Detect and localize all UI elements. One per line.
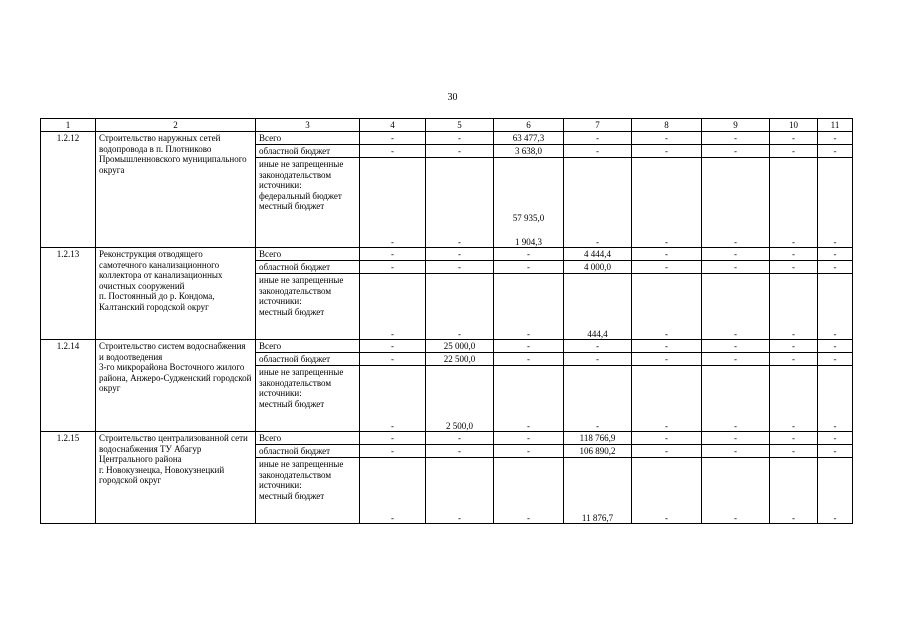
value-cell: - (426, 158, 494, 248)
table-row (41, 432, 853, 445)
table-row (41, 340, 853, 353)
value-cell: - (632, 132, 702, 145)
header-cell: 6 (494, 119, 564, 132)
value-cell: - (702, 445, 770, 458)
value-cell: - (426, 261, 494, 274)
value-cell: 444,4 (564, 274, 632, 340)
header-cell: 11 (818, 119, 853, 132)
source-label: иные не запрещенные законодательством источники: местный бюджет (256, 274, 360, 340)
value-cell: - (770, 353, 818, 366)
value-cell: 22 500,0 (426, 353, 494, 366)
value-cell: - (702, 261, 770, 274)
item-name: Строительство централизованной сети водоснабжения ТУ Абагур Центрального района г. Новокузнецка, Новокузнецкий городской округ (96, 432, 256, 524)
value-cell: - (818, 158, 853, 248)
value-cell: - (702, 145, 770, 158)
value-cell: - (632, 458, 702, 524)
value-cell: - (360, 158, 426, 248)
value-cell: - (494, 458, 564, 524)
value-cell: - (564, 145, 632, 158)
source-label: областной бюджет (256, 261, 360, 274)
value-cell: - (360, 340, 426, 353)
value-cell: - (494, 353, 564, 366)
federal-budget-value: 57 935,0 (512, 213, 545, 223)
item-name: Реконструкция отводящего самотечного канализационного коллектора от канализационных очистных сооружений п. Постоянный до р. Кондома, Калтанский городской округ (96, 248, 256, 340)
value-cell: - (632, 274, 702, 340)
source-label: Всего (256, 340, 360, 353)
value-cell: - (632, 353, 702, 366)
value-cell: - (632, 145, 702, 158)
source-label: иные не запрещенные законодательством источники: федеральный бюджет местный бюджет (256, 158, 360, 248)
value-cell: - (564, 158, 632, 248)
header-cell: 1 (41, 119, 96, 132)
value-cell: - (632, 340, 702, 353)
value-cell: - (770, 132, 818, 145)
value-cell: - (770, 158, 818, 248)
value-cell: - (632, 445, 702, 458)
value-cell: - (494, 261, 564, 274)
value-cell: 118 766,9 (564, 432, 632, 445)
value-cell: - (770, 274, 818, 340)
item-number: 1.2.13 (41, 248, 96, 340)
value-cell: - (702, 353, 770, 366)
value-cell: - (702, 132, 770, 145)
header-cell: 8 (632, 119, 702, 132)
value-cell: 4 444,4 (564, 248, 632, 261)
table-row (41, 248, 853, 261)
item-name: Строительство систем водоснабжения и водоотведения 3-го микрорайона Восточного жилого района, Анжеро-Судженский городской округ (96, 340, 256, 432)
source-label: Всего (256, 132, 360, 145)
value-cell: - (426, 445, 494, 458)
value-cell: - (564, 353, 632, 366)
item-number: 1.2.12 (41, 132, 96, 248)
value-cell: - (702, 432, 770, 445)
value-cell: - (770, 458, 818, 524)
value-cell (494, 158, 564, 248)
value-cell: 63 477,3 (494, 132, 564, 145)
source-label: областной бюджет (256, 445, 360, 458)
value-cell: - (426, 274, 494, 340)
value-cell: - (818, 445, 853, 458)
value-cell: - (360, 445, 426, 458)
value-cell: - (818, 261, 853, 274)
source-label: Всего (256, 432, 360, 445)
value-cell: 3 638,0 (494, 145, 564, 158)
value-cell: - (770, 261, 818, 274)
source-label: областной бюджет (256, 353, 360, 366)
source-label: иные не запрещенные законодательством источники: местный бюджет (256, 458, 360, 524)
value-cell: - (702, 158, 770, 248)
value-cell: - (564, 340, 632, 353)
item-number: 1.2.14 (41, 340, 96, 432)
value-cell: - (770, 445, 818, 458)
value-cell: - (426, 248, 494, 261)
value-cell: - (632, 158, 702, 248)
value-cell: - (770, 248, 818, 261)
item-name: Строительство наружных сетей водопровода в п. Плотниково Промышленновского муниципального округа (96, 132, 256, 248)
value-cell: 11 876,7 (564, 458, 632, 524)
value-cell: - (360, 366, 426, 432)
value-cell: - (564, 132, 632, 145)
value-cell: - (770, 432, 818, 445)
value-cell: - (360, 432, 426, 445)
value-cell: - (426, 132, 494, 145)
value-cell: - (702, 366, 770, 432)
header-cell: 2 (96, 119, 256, 132)
item-number: 1.2.15 (41, 432, 96, 524)
header-row (41, 119, 853, 132)
value-cell: - (494, 445, 564, 458)
value-cell: - (818, 458, 853, 524)
page-number: 30 (447, 92, 458, 103)
value-cell: - (360, 353, 426, 366)
value-cell: - (632, 366, 702, 432)
value-cell: - (360, 248, 426, 261)
header-cell: 3 (256, 119, 360, 132)
value-cell: - (818, 274, 853, 340)
value-cell: - (632, 248, 702, 261)
value-cell: - (494, 432, 564, 445)
value-cell: - (702, 458, 770, 524)
source-label: иные не запрещенные законодательством источники: местный бюджет (256, 366, 360, 432)
value-cell: - (702, 274, 770, 340)
value-cell: - (702, 340, 770, 353)
value-cell: - (360, 458, 426, 524)
value-cell: - (426, 458, 494, 524)
budget-table (40, 118, 853, 524)
value-cell: - (818, 432, 853, 445)
value-cell: - (702, 248, 770, 261)
value-cell: - (818, 340, 853, 353)
value-cell: - (818, 353, 853, 366)
value-cell: - (360, 145, 426, 158)
value-cell: - (770, 145, 818, 158)
value-cell: - (360, 261, 426, 274)
value-cell: 2 500,0 (426, 366, 494, 432)
value-cell: - (360, 132, 426, 145)
header-cell: 7 (564, 119, 632, 132)
value-cell: - (818, 366, 853, 432)
value-cell: - (818, 145, 853, 158)
header-cell: 9 (702, 119, 770, 132)
value-cell: - (494, 274, 564, 340)
value-cell: - (360, 274, 426, 340)
header-cell: 4 (360, 119, 426, 132)
header-cell: 5 (426, 119, 494, 132)
header-cell: 10 (770, 119, 818, 132)
value-cell: - (494, 248, 564, 261)
value-cell: - (818, 132, 853, 145)
table-row (41, 132, 853, 145)
value-cell: - (632, 261, 702, 274)
value-cell: - (770, 340, 818, 353)
value-cell: - (818, 248, 853, 261)
value-cell: - (426, 432, 494, 445)
value-cell: 106 890,2 (564, 445, 632, 458)
local-budget-value: 1 904,3 (515, 236, 542, 247)
source-label: областной бюджет (256, 145, 360, 158)
value-cell: 4 000,0 (564, 261, 632, 274)
value-cell: - (494, 366, 564, 432)
source-label: Всего (256, 248, 360, 261)
value-cell: - (632, 432, 702, 445)
value-cell: 25 000,0 (426, 340, 494, 353)
value-cell: - (564, 366, 632, 432)
value-cell: - (494, 340, 564, 353)
value-cell: - (426, 145, 494, 158)
value-cell: - (770, 366, 818, 432)
